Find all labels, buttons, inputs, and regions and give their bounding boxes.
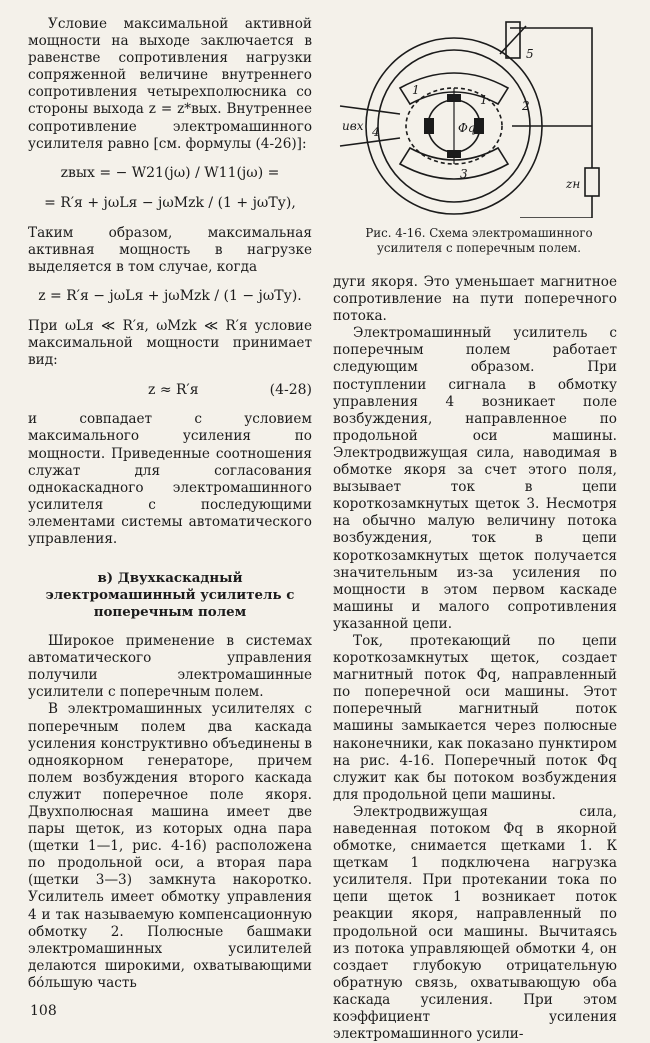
formula-output-impedance	[28, 159, 312, 219]
paragraph: Таким образом, максимальная активная мощность в нагрузке выделяется в том случае, когда	[28, 224, 312, 275]
formula-max-power	[28, 282, 312, 312]
figure-caption: Рис. 4-16. Схема электромашинного усилителя с поперечным полем.	[365, 226, 593, 255]
paragraph: Условие максимальной активной мощности на выходе заключается в равенстве сопротивления нагрузки сопряженной величине внутреннего сопротивления четырехполюсника со стороны выхода z = z*вых. Внутреннее сопротивление электромашинного усилителя равно [см. формулы (4-26)]:	[28, 16, 312, 152]
input-lead-top	[340, 106, 400, 114]
brush-bottom	[447, 150, 461, 158]
paragraph: В электромашинных усилителях с поперечным полем два каскада усиления конструктивно объединены в одноякорном генераторе, причем полем возбуждения второго каскада служит поперечное поле якоря. Двухполюсная машина имеет две пары щеток, из которых одна пара (щетки 1—1, рис. 4-16) расположена по продольной оси, а вторая пара (щетки 3—3) замкнута накоротко. Усилитель имеет обмотку управления 4 и так называемую компенсационную обмотку 2. Полюсные башмаки электромашинных усилителей делаются широкими, охватывающими бо́льшую часть	[28, 701, 312, 991]
paragraph: Широкое применение в системах автоматического управления получили электромашинные усилители с поперечным полем.	[28, 633, 312, 701]
label-brush-3: 3	[460, 167, 468, 181]
formula-4-28	[28, 375, 312, 405]
label-brush-1-left: 1	[412, 83, 420, 97]
section-heading: в) Двухкаскадный электромашинный усилитель с поперечным полем	[45, 570, 295, 621]
formula-line: = R′я + jωLя − jωMzk / (1 + jωTу),	[44, 195, 296, 212]
formula-text: z ≈ R′я	[148, 381, 199, 398]
label-load-impedance: zн	[566, 177, 581, 191]
input-lead-bottom	[340, 138, 400, 146]
label-flux-phi-q: Φq	[458, 121, 476, 135]
label-control-winding-4: 4	[372, 125, 380, 139]
paragraph: Ток, протекающий по цепи короткозамкнутых щеток, создает магнитный поток Φq, направленный по поперечной оси машины. Этот поперечный магнитный поток машины замыкается через полюсные наконечники, как показано пунктиром на рис. 4-16. Поперечный поток Φq служит как бы потоком возбуждения для продольной цепи машины.	[333, 632, 617, 803]
label-brush-1-right: 1	[480, 93, 488, 107]
load-wire-top	[510, 28, 592, 168]
amplifier-schematic-figure	[330, 18, 622, 218]
page-number: 108	[30, 1003, 57, 1019]
equation-number: (4-28)	[269, 381, 312, 398]
right-column	[333, 274, 617, 1043]
brush-top	[447, 94, 461, 102]
left-column	[28, 16, 312, 992]
label-comp-winding-2: 2	[522, 99, 530, 113]
paragraph: Электродвижущая сила, наведенная потоком Φq в якорной обмотке, снимается щетками 1. К щеткам 1 подключена нагрузка усилителя. При протекании тока по цепи щеток 1 возникает поток реакции якоря, направленный по продольной оси машины. Вычитаясь из потока управляющей обмотки 4, он создает глубокую отрицательную обратную связь, охватывающую оба каскада усиления. При этом коэффициент усиления электромашинного усили-	[333, 803, 617, 1043]
paragraph: При ωLя ≪ R′я, ωMzk ≪ R′я условие максимальной мощности принимает вид:	[28, 318, 312, 369]
paragraph: Электромашинный усилитель с поперечным полем работает следующим образом. При поступлении сигнала в обмотку управления 4 возникает поле возбуждения, направленное по продольной оси машины. Электродвижущая сила, наводимая в обмотке якоря за счет этого поля, вызывает ток в цепи короткозамкнутых щеток 3. Несмотря на обычно малую величину потока возбуждения, ток в цепи короткозамкнутых щеток получается значительным из-за усиления по мощности в этом первом каскаде машины и малого сопротивления указанной цепи.	[333, 325, 617, 632]
label-input-voltage: uвх	[342, 119, 364, 133]
brush-left	[424, 118, 434, 134]
label-rheostat-5: 5	[526, 47, 534, 61]
load-wire-bottom	[520, 196, 592, 218]
load-resistor	[585, 168, 599, 196]
paragraph: дуги якоря. Это уменьшает магнитное сопротивление на пути поперечного потока.	[333, 274, 617, 325]
rheostat-arrow	[500, 26, 526, 54]
formula-row	[28, 375, 312, 405]
formula-line: z = R′я − jωLя + jωMzk / (1 − jωTу).	[38, 288, 302, 305]
formula-line: zвых = − W21(jω) / W11(jω) =	[60, 165, 280, 182]
paragraph: и совпадает с условием максимального усиления по мощности. Приведенные соотношения служат для согласования однокаскадного электромашинного усилителя с последующими элементами системы автоматического управления.	[28, 411, 312, 547]
